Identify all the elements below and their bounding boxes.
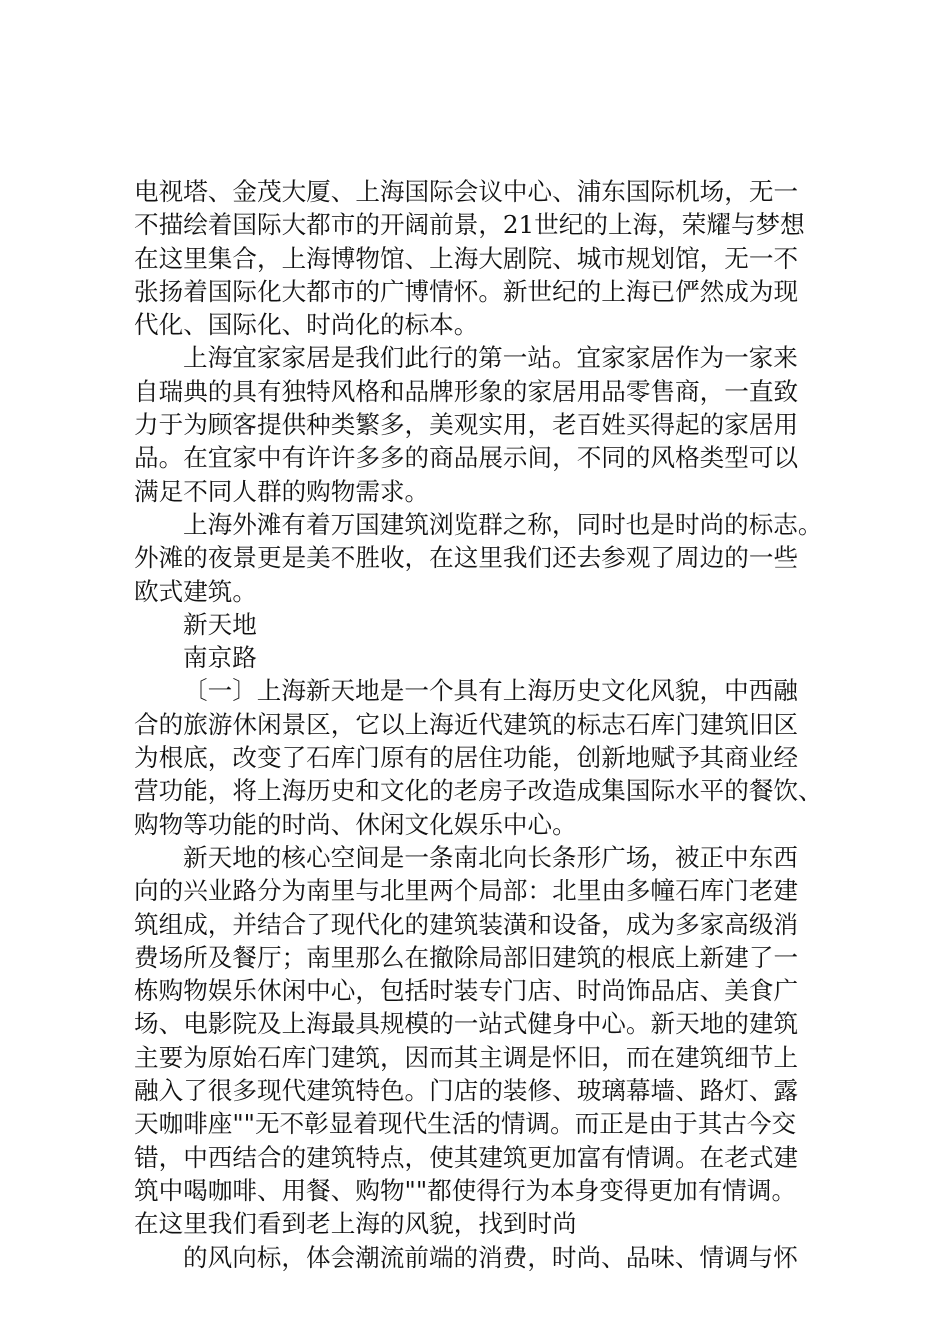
paragraph-start-line: 〔一〕上海新天地是一个具有上海历史文化风貌，中西融 xyxy=(183,676,798,706)
document-page xyxy=(134,175,826,1274)
text-line: 满足不同人群的购物需求。 xyxy=(134,476,430,506)
text-line: 栋购物娱乐休闲中心，包括时装专门店、时尚饰品店、美食广 xyxy=(134,976,799,1006)
text-line: 外滩的夜景更是美不胜收，在这里我们还去参观了周边的一些 xyxy=(134,543,799,573)
text-line: 力于为顾客提供种类繁多，美观实用，老百姓买得起的家居用 xyxy=(134,410,799,440)
text-line: 营功能，将上海历史和文化的老房子改造成集国际水平的餐饮、 xyxy=(134,776,823,806)
text-line: 筑组成，并结合了现代化的建筑装潢和设备，成为多家高级消 xyxy=(134,909,799,939)
text-line: 不描绘着国际大都市的开阔前景，21世纪的上海，荣耀与梦想 xyxy=(134,210,805,240)
text-line: 欧式建筑。 xyxy=(134,576,257,606)
text-line: 合的旅游休闲景区，它以上海近代建筑的标志石库门建筑旧区 xyxy=(134,709,799,739)
text-line: 融入了很多现代建筑特色。门店的装修、玻璃幕墙、路灯、露 xyxy=(134,1076,799,1106)
text-line: 品。在宜家中有许许多多的商品展示间，不同的风格类型可以 xyxy=(134,443,799,473)
text-line: 主要为原始石库门建筑，因而其主调是怀旧，而在建筑细节上 xyxy=(134,1042,799,1072)
paragraph-start-line: 上海宜家家居是我们此行的第一站。宜家家居作为一家来 xyxy=(183,343,798,373)
text-line: 张扬着国际化大都市的广博情怀。新世纪的上海已俨然成为现 xyxy=(134,276,799,306)
text-line: 自瑞典的具有独特风格和品牌形象的家居用品零售商，一直致 xyxy=(134,376,799,406)
text-line: 电视塔、金茂大厦、上海国际会议中心、浦东国际机场，无一 xyxy=(134,177,799,206)
paragraph-start-line: 的风向标，体会潮流前端的消费，时尚、品味、情调与怀 xyxy=(183,1242,798,1272)
text-line: 费场所及餐厅；南里那么在撤除局部旧建筑的根底上新建了一 xyxy=(134,942,799,972)
text-line: 错，中西结合的建筑特点，使其建筑更加富有情调。在老式建 xyxy=(134,1142,799,1172)
text-line: 为根底，改变了石库门原有的居住功能，创新地赋予其商业经 xyxy=(134,743,799,773)
section-heading: 南京路 xyxy=(183,643,257,673)
text-line: 场、电影院及上海最具规模的一站式健身中心。新天地的建筑 xyxy=(134,1009,799,1039)
text-line: 在这里我们看到老上海的风貌，找到时尚 xyxy=(134,1209,577,1239)
text-line: 向的兴业路分为南里与北里两个局部：北里由多幢石库门老建 xyxy=(134,876,799,906)
paragraph-start-line: 新天地的核心空间是一条南北向长条形广场，被正中东西 xyxy=(183,842,798,872)
section-heading: 新天地 xyxy=(183,609,257,639)
text-line: 筑中喝咖啡、用餐、购物""都使得行为本身变得更加有情调。 xyxy=(134,1175,797,1205)
text-line: 购物等功能的时尚、休闲文化娱乐中心。 xyxy=(134,809,577,839)
text-line: 代化、国际化、时尚化的标本。 xyxy=(134,310,479,340)
paragraph-start-line: 上海外滩有着万国建筑浏览群之称，同时也是时尚的标志。 xyxy=(183,509,823,539)
text-line: 在这里集合，上海博物馆、上海大剧院、城市规划馆，无一不 xyxy=(134,243,799,273)
text-line: 天咖啡座""无不彰显着现代生活的情调。而正是由于其古今交 xyxy=(134,1109,797,1139)
